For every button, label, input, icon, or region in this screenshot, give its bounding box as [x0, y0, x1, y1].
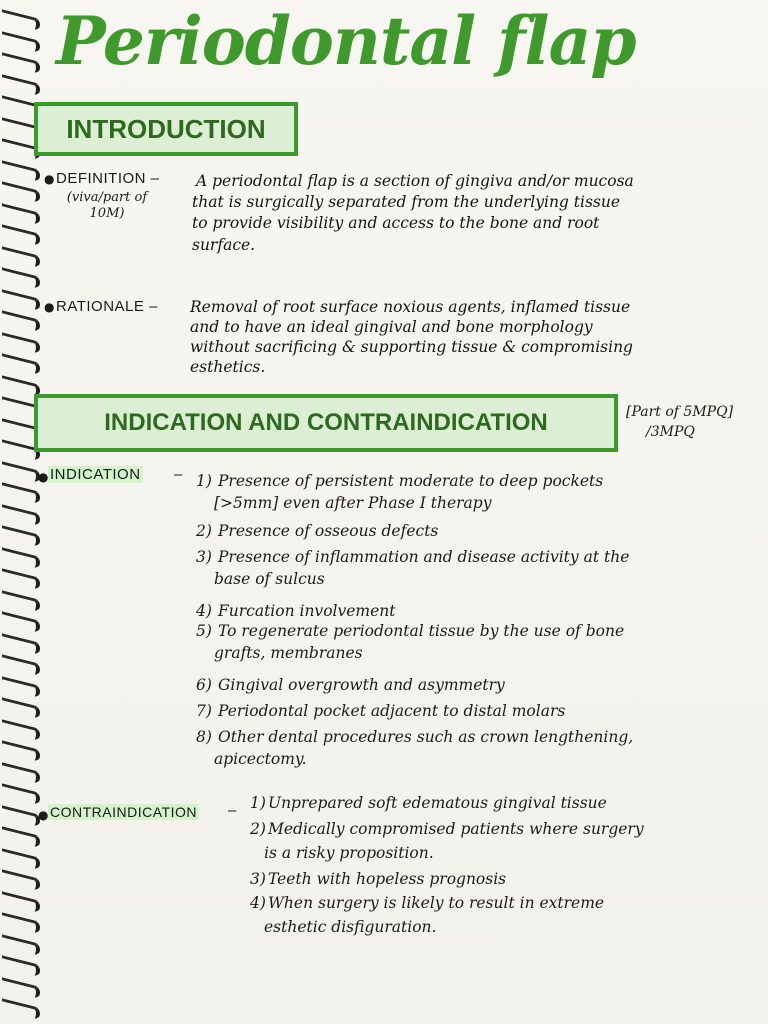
- bullet-dot: ●: [44, 300, 55, 314]
- spiral-ring: [2, 912, 40, 933]
- spiral-ring: [2, 482, 40, 503]
- definition-sub-2: 10M): [89, 206, 125, 221]
- spiral-ring: [2, 52, 40, 73]
- list-item-number: 2): [196, 522, 212, 540]
- spiral-ring: [2, 719, 40, 740]
- spiral-ring: [2, 568, 40, 589]
- spiral-ring: [2, 181, 40, 202]
- list-item-number: 4): [250, 894, 266, 912]
- spiral-ring: [2, 891, 40, 912]
- rationale-line-1: Removal of root surface noxious agents, inflamed tissue: [190, 298, 631, 316]
- spiral-ring: [2, 224, 40, 245]
- list-item: [>5mm] even after Phase I therapy: [214, 494, 492, 512]
- spiral-ring: [2, 74, 40, 95]
- list-item-number: 3): [250, 870, 266, 888]
- spiral-ring: [2, 9, 40, 30]
- spiral-ring: [2, 676, 40, 697]
- spiral-ring: [2, 547, 40, 568]
- list-item: Medically compromised patients where surgery: [268, 820, 644, 838]
- spiral-ring: [2, 977, 40, 998]
- spiral-ring: [2, 353, 40, 374]
- list-item: base of sulcus: [214, 570, 325, 588]
- list-item: To regenerate periodontal tissue by the use of bone: [218, 622, 625, 640]
- indication-label: INDICATION: [50, 466, 141, 483]
- rationale-line-4: esthetics.: [190, 358, 266, 376]
- list-item: Periodontal pocket adjacent to distal molars: [218, 702, 566, 720]
- list-item: esthetic disfiguration.: [264, 918, 437, 936]
- list-item: Furcation involvement: [218, 602, 396, 620]
- spiral-ring: [2, 633, 40, 654]
- list-item-number: 7): [196, 702, 212, 720]
- spiral-ring: [2, 848, 40, 869]
- definition-label: DEFINITION –: [56, 170, 160, 187]
- list-item-number: 1): [250, 794, 266, 812]
- list-item-number: 5): [196, 622, 212, 640]
- spiral-ring: [2, 31, 40, 52]
- rationale-label: RATIONALE –: [56, 298, 158, 315]
- spiral-ring: [2, 934, 40, 955]
- spiral-ring: [2, 762, 40, 783]
- page-title: Periodontal flap: [56, 2, 636, 80]
- rationale-line-3: without sacrificing & supporting tissue & compromising: [190, 338, 633, 356]
- spiral-ring: [2, 525, 40, 546]
- section-introduction-label: INTRODUCTION: [66, 113, 266, 144]
- bullet-dot: ●: [38, 470, 49, 484]
- section-indication-contraindication-label: INDICATION AND CONTRAINDICATION: [104, 409, 548, 436]
- spiral-ring: [2, 654, 40, 675]
- definition-line-4: surface.: [192, 236, 256, 254]
- spiral-ring: [2, 955, 40, 976]
- spiral-ring: [2, 998, 40, 1019]
- spiral-ring: [2, 611, 40, 632]
- spiral-ring: [2, 740, 40, 761]
- spiral-ring: [2, 267, 40, 288]
- list-item: Unprepared soft edematous gingival tissue: [268, 794, 607, 812]
- spiral-ring: [2, 590, 40, 611]
- bullet-dot: ●: [44, 172, 55, 186]
- spiral-ring: [2, 697, 40, 718]
- spiral-ring: [2, 869, 40, 890]
- spiral-ring: [2, 461, 40, 482]
- marks-note-1: [Part of 5MPQ]: [626, 404, 734, 420]
- spiral-ring: [2, 783, 40, 804]
- list-item-number: 3): [196, 548, 212, 566]
- list-item: apicectomy.: [214, 750, 307, 768]
- list-item-number: 6): [196, 676, 212, 694]
- definition-sub-1: (viva/part of: [66, 190, 148, 205]
- spiral-ring: [2, 805, 40, 826]
- definition-line-2: that is surgically separated from the underlying tissue: [192, 193, 621, 211]
- list-item-number: 8): [196, 728, 212, 746]
- list-item: When surgery is likely to result in extreme: [268, 894, 605, 912]
- rationale-line-2: and to have an ideal gingival and bone morphology: [190, 318, 593, 336]
- list-item-number: 1): [196, 472, 212, 490]
- spiral-ring: [2, 332, 40, 353]
- spiral-ring: [2, 289, 40, 310]
- list-item: Presence of persistent moderate to deep pockets: [218, 472, 604, 490]
- indication-dash: –: [174, 466, 183, 483]
- section-introduction: [34, 102, 298, 156]
- list-item: Teeth with hopeless prognosis: [268, 870, 507, 888]
- spiral-ring: [2, 160, 40, 181]
- contraindication-dash: –: [228, 802, 237, 819]
- spiral-ring: [2, 246, 40, 267]
- spiral-ring: [2, 504, 40, 525]
- section-indication-contraindication: [34, 394, 618, 452]
- list-item-number: 2): [250, 820, 266, 838]
- list-item: grafts, membranes: [214, 644, 363, 662]
- bullet-dot: ●: [38, 808, 49, 822]
- list-item: Gingival overgrowth and asymmetry: [218, 676, 505, 694]
- list-item: Other dental procedures such as crown lengthening,: [218, 728, 634, 746]
- list-item-number: 4): [196, 602, 212, 620]
- list-item: Presence of osseous defects: [218, 522, 439, 540]
- spiral-ring: [2, 826, 40, 847]
- list-item: Presence of inflammation and disease activity at the: [218, 548, 630, 566]
- definition-line-3: to provide visibility and access to the bone and root: [192, 214, 600, 232]
- definition-line-1: A periodontal flap is a section of gingiva and/or mucosa: [196, 172, 634, 190]
- contraindication-label: CONTRAINDICATION: [50, 804, 197, 820]
- list-item: is a risky proposition.: [264, 844, 434, 862]
- marks-note-2: /3MPQ: [646, 424, 695, 440]
- spiral-ring: [2, 203, 40, 224]
- spiral-ring: [2, 310, 40, 331]
